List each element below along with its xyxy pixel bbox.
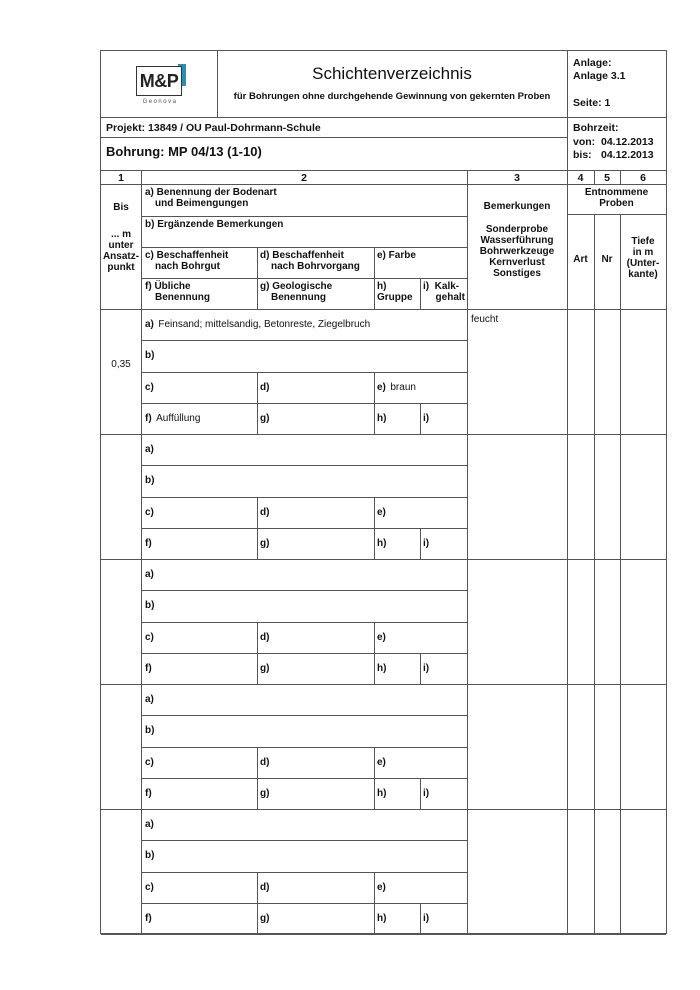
field-c-label: c) [145, 381, 154, 393]
field-b-label: b) [145, 725, 155, 737]
col3-sonderprobe: Sonderprobe [485, 224, 549, 235]
header-i-line1: i) Kalk- [423, 281, 460, 292]
field-d-label: d) [260, 631, 270, 643]
field-d-label: d) [260, 881, 270, 893]
date-from-label: von: [573, 136, 596, 148]
layer-depth: 0,35 [111, 359, 131, 370]
field-h-label: h) [377, 662, 387, 674]
header-c-line2: nach Bohrgut [155, 261, 220, 272]
field-b-label: b) [145, 600, 155, 612]
col1-punkt: punkt [107, 262, 135, 273]
field-c [145, 502, 154, 520]
samples-depth-line1: Tiefe [631, 236, 655, 247]
field-a [145, 314, 370, 332]
field-i [423, 908, 429, 926]
col-number-2: 2 [301, 172, 307, 184]
field-d [260, 877, 269, 895]
field-i [423, 533, 429, 551]
field-i-label: i) [423, 912, 430, 924]
header-a-line1: a) Benennung der Bodenart [145, 187, 277, 198]
field-c [145, 627, 154, 645]
field-h [377, 658, 386, 676]
field-e [377, 752, 386, 770]
samples-title-line1: Entnommene [584, 187, 649, 198]
samples-depth-line2: in m [632, 247, 654, 258]
field-a [145, 814, 154, 832]
col3-sonstiges: Sonstiges [493, 268, 541, 279]
field-c [145, 752, 154, 770]
field-g-label: g) [260, 787, 270, 799]
page-number: Seite: 1 [573, 97, 611, 109]
field-c-label: c) [145, 881, 154, 893]
field-e [377, 502, 386, 520]
field-a-label: a) [145, 819, 154, 830]
field-i-label: i) [423, 537, 430, 549]
field-g [260, 783, 269, 801]
field-f-value: Auffüllung [156, 412, 201, 424]
field-c [145, 877, 154, 895]
field-a [145, 689, 154, 707]
field-g [260, 408, 269, 426]
header-g-line2: Benennung [271, 292, 326, 303]
col-number-5: 5 [604, 172, 610, 184]
samples-nr: Nr [601, 254, 613, 265]
field-e [377, 877, 386, 895]
header-e: e) Farbe [377, 250, 416, 261]
field-i [423, 408, 429, 426]
header-b: b) Ergänzende Bemerkungen [145, 219, 284, 230]
header-h-line2: Gruppe [377, 292, 413, 303]
field-b [145, 720, 154, 738]
borehole-id: Bohrung: MP 04/13 (1-10) [106, 144, 262, 159]
field-d-label: d) [260, 506, 270, 518]
field-b-label: b) [145, 475, 155, 487]
field-g-label: g) [260, 662, 270, 674]
field-h [377, 408, 386, 426]
field-f [145, 783, 152, 801]
field-d [260, 752, 269, 770]
company-logo [136, 66, 186, 110]
date-from-value: 04.12.2013 [601, 136, 654, 148]
col-number-1: 1 [118, 172, 124, 184]
date-to-label: bis: [573, 149, 592, 161]
field-e-label: e) [377, 631, 386, 643]
field-i [423, 658, 429, 676]
field-h [377, 533, 386, 551]
col-number-3: 3 [514, 172, 520, 184]
field-a-value: Feinsand; mittelsandig, Betonreste, Ziegelbruch [158, 319, 371, 330]
col1-unter: unter [108, 240, 134, 251]
date-to-value: 04.12.2013 [601, 149, 654, 161]
field-b-label: b) [145, 850, 155, 862]
field-h [377, 783, 386, 801]
field-g [260, 533, 269, 551]
field-i-label: i) [423, 787, 430, 799]
field-f [145, 533, 152, 551]
anlage-label: Anlage: [573, 57, 612, 69]
field-d-label: d) [260, 756, 270, 768]
field-b [145, 345, 154, 363]
field-a-label: a) [145, 694, 154, 705]
field-i [423, 783, 429, 801]
field-f-label: f) [145, 912, 152, 924]
col1-bis: Bis [113, 202, 129, 213]
header-a-line2: und Beimengungen [155, 198, 249, 209]
field-e [377, 627, 386, 645]
field-b [145, 470, 154, 488]
header-c-line1: c) Beschaffenheit [145, 250, 229, 261]
col3-kernverlust: Kernverlust [489, 257, 545, 268]
field-h-label: h) [377, 912, 387, 924]
field-b-label: b) [145, 350, 155, 362]
header-h-line1: h) [377, 281, 387, 292]
drilling-time-label: Bohrzeit: [573, 122, 619, 134]
field-f-label: f) [145, 662, 152, 674]
field-d [260, 377, 269, 395]
field-e [377, 377, 416, 395]
field-c-label: c) [145, 756, 154, 768]
field-g-label: g) [260, 537, 270, 549]
field-c [145, 377, 154, 395]
col1-m: ... m [110, 229, 131, 240]
field-a [145, 564, 154, 582]
header-f-line2: Benennung [155, 292, 210, 303]
field-h [377, 908, 386, 926]
field-c-label: c) [145, 631, 154, 643]
field-e-value: braun [390, 381, 416, 393]
logo-subtitle: Geonova [142, 99, 178, 105]
field-f [145, 658, 152, 676]
field-a-label: a) [145, 319, 154, 330]
col3-bohrwerkzeuge: Bohrwerkzeuge [479, 246, 555, 257]
samples-depth-line4: kante) [628, 269, 658, 280]
field-e-label: e) [377, 381, 386, 393]
field-b [145, 845, 154, 863]
col3-wasserfuehrung: Wasserführung [480, 235, 554, 246]
field-g-label: g) [260, 912, 270, 924]
field-h-label: h) [377, 537, 387, 549]
field-i-label: i) [423, 412, 430, 424]
header-d-line1: d) Beschaffenheit [260, 250, 344, 261]
header-f-line1: f) Übliche [145, 281, 191, 292]
layer-remark: feucht [471, 314, 499, 325]
field-f [145, 408, 200, 426]
field-f [145, 908, 152, 926]
col1-ansatz: Ansatz- [102, 251, 140, 262]
field-e-label: e) [377, 881, 386, 893]
field-f-label: f) [145, 787, 152, 799]
field-b [145, 595, 154, 613]
field-c-label: c) [145, 506, 154, 518]
field-e-label: e) [377, 506, 386, 518]
field-g [260, 658, 269, 676]
col-number-6: 6 [640, 172, 646, 184]
col-number-4: 4 [577, 172, 584, 184]
field-g [260, 908, 269, 926]
anlage-value: Anlage 3.1 [573, 70, 626, 82]
header-d-line2: nach Bohrvorgang [271, 261, 360, 272]
field-i-label: i) [423, 662, 430, 674]
samples-title-line2: Proben [599, 198, 634, 209]
field-a [145, 439, 154, 457]
field-e-label: e) [377, 756, 386, 768]
field-d-label: d) [260, 381, 270, 393]
header-g-line1: g) Geologische [260, 281, 333, 292]
page-subtitle: für Bohrungen ohne durchgehende Gewinnung von gekernten Proben [233, 91, 551, 102]
project-info: Projekt: 13849 / OU Paul-Dohrmann-Schule [106, 122, 321, 134]
field-f-label: f) [145, 412, 152, 424]
field-a-label: a) [145, 569, 154, 580]
page-title: Schichtenverzeichnis [312, 64, 472, 83]
field-d [260, 627, 269, 645]
form-sheet [100, 50, 667, 934]
field-h-label: h) [377, 787, 387, 799]
samples-art: Art [573, 254, 588, 265]
logo-text: M&P [136, 66, 182, 96]
field-a-label: a) [145, 444, 154, 455]
field-g-label: g) [260, 412, 270, 424]
header-i-line2: gehalt [435, 292, 465, 303]
samples-depth-line3: (Unter- [626, 258, 660, 269]
field-h-label: h) [377, 412, 387, 424]
field-d [260, 502, 269, 520]
field-f-label: f) [145, 537, 152, 549]
col3-title: Bemerkungen [483, 201, 551, 212]
